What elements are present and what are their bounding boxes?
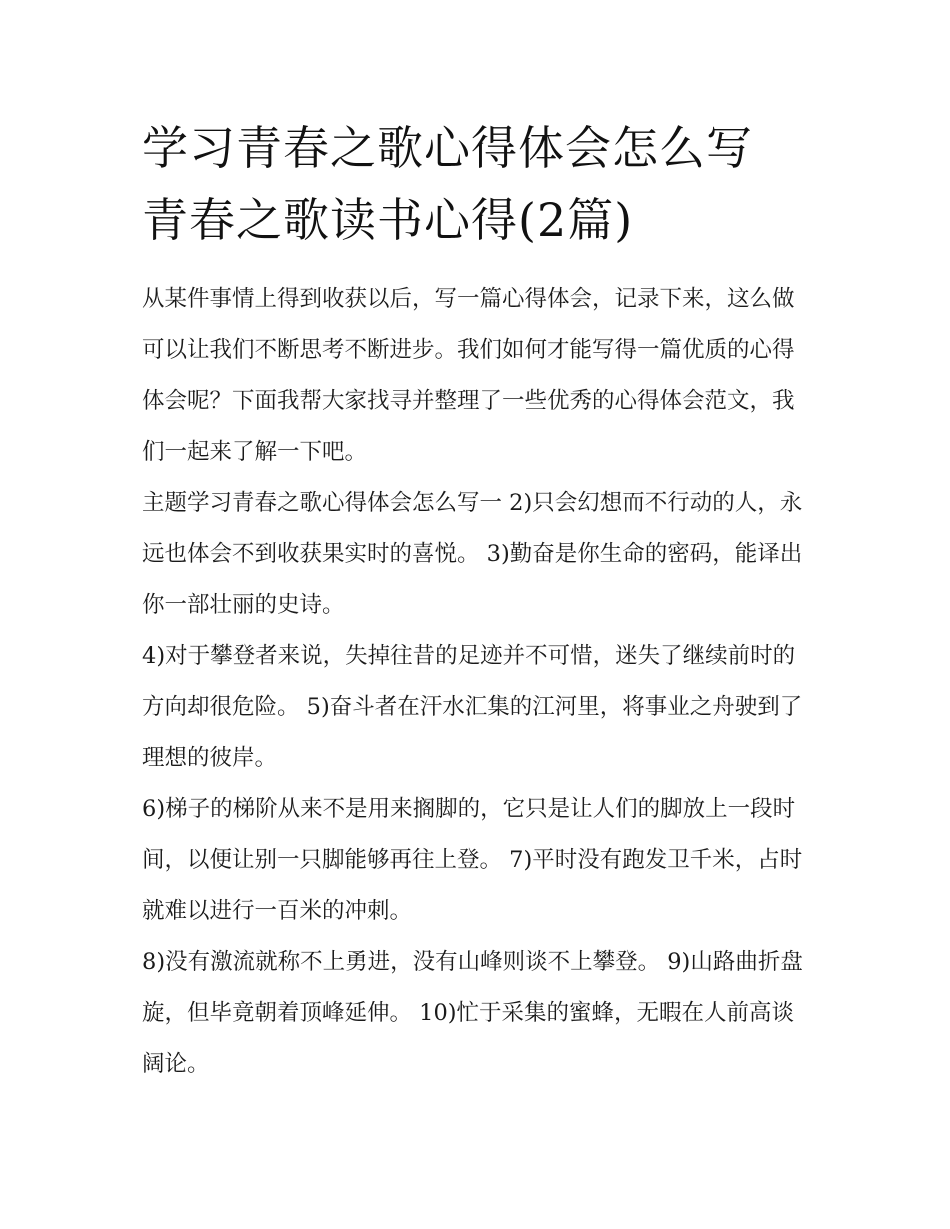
quote-paragraph-1: 主题学习青春之歌心得体会怎么写一 2)只会幻想而不行动的人，永远也体会不到收获果实时的喜悦。 3)勤奋是你生命的密码，能译出你一部壮丽的史诗。	[142, 490, 803, 618]
quote-paragraph-2: 4)对于攀登者来说，失掉往昔的足迹并不可惜，迷失了继续前时的方向却很危险。 5)奋斗者在汗水汇集的江河里，将事业之舟驶到了理想的彼岸。	[142, 643, 803, 771]
quote-paragraph-4: 8)没有激流就称不上勇进，没有山峰则谈不上攀登。 9)山路曲折盘旋，但毕竟朝着顶峰延伸。 10)忙于采集的蜜蜂，无暇在人前高谈阔论。	[142, 949, 803, 1077]
document-title	[142, 112, 814, 256]
title-line-2: 青春之歌读书心得(2篇)	[142, 193, 634, 247]
title-line-1: 学习青春之歌心得体会怎么写	[142, 121, 753, 175]
document-body	[142, 274, 814, 1090]
document-page	[142, 112, 814, 1090]
quote-paragraph-3: 6)梯子的梯阶从来不是用来搁脚的，它只是让人们的脚放上一段时间，以便让别一只脚能够再往上登。 7)平时没有跑发卫千米，占时就难以进行一百米的冲刺。	[142, 796, 803, 924]
intro-paragraph: 从某件事情上得到收获以后，写一篇心得体会，记录下来，这么做可以让我们不断思考不断进步。我们如何才能写得一篇优质的心得体会呢？下面我帮大家找寻并整理了一些优秀的心得体会范文，我们一起来了解一下吧。	[142, 286, 795, 465]
